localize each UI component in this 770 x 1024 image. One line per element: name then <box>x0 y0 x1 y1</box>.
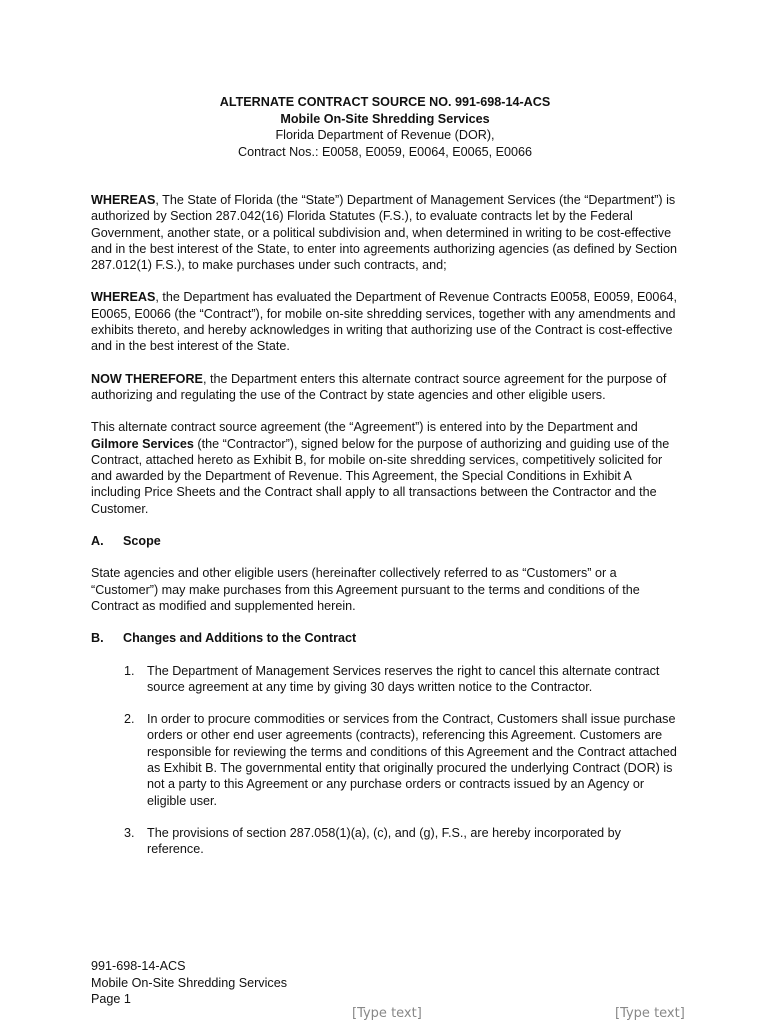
section-b-list <box>91 663 681 858</box>
list-item: 1. The Department of Management Services reserves the right to cancel this alternate contract source agreement at any time by giving 30 days written notice to the Contractor. <box>124 663 660 694</box>
list-item: 2. In order to procure commodities or services from the Contract, Customers shall issue purchase orders or other end user agreements (contracts), referencing this Agreement. Customers are responsible for reviewing the terms and conditions of this Agreement and the Contract attached as Exhibit B. The governmental entity that originally procured the underlying Contract (DOR) is not a party to this Agreement or any purchase orders or contracts issued by an Agency or eligible user. <box>124 712 677 808</box>
page-footer <box>91 958 287 1008</box>
document-header <box>0 94 770 160</box>
footer-placeholder-center[interactable]: [Type text] <box>352 1006 422 1021</box>
now-therefore-label: NOW THEREFORE <box>91 371 203 386</box>
section-a-text: State agencies and other eligible users (hereinafter collectively referred to as “Customers” or a “Customer”) may make purchases from this Agreement pursuant to the terms and conditions of the Contract as modified and supplemented herein. <box>91 566 640 613</box>
now-therefore-paragraph: NOW THEREFORE, the Department enters this alternate contract source agreement for the purpose of authorizing and regulating the use of the Contract by state agencies and other eligible users. <box>91 371 667 402</box>
document-body <box>91 192 681 874</box>
service-title: Mobile On-Site Shredding Services <box>280 111 490 126</box>
section-b-heading: B. Changes and Additions to the Contract <box>91 631 357 646</box>
whereas-label: WHEREAS <box>91 193 156 207</box>
whereas-paragraph-2: WHEREAS, the Department has evaluated the Department of Revenue Contracts E0058, E0059, E0064, E0065, E0066 (the “Contract”), for mobile on-site shredding services, together with any amendments and exhibits thereto, and hereby acknowledges in writing that authorizing use of the Contract is cost-effective and in the best interest of the State. <box>91 290 677 354</box>
contract-numbers-line: Contract Nos.: E0058, E0059, E0064, E0065, E0066 <box>237 144 533 159</box>
footer-contract-number: 991-698-14-ACS <box>91 959 186 973</box>
footer-service-name: Mobile On-Site Shredding Services <box>91 975 287 990</box>
contract-source-title: ALTERNATE CONTRACT SOURCE NO. 991-698-14-ACS <box>219 95 551 109</box>
contractor-name: Gilmore Services <box>91 436 194 451</box>
department-line: Florida Department of Revenue (DOR), <box>275 128 495 142</box>
footer-placeholder-right[interactable]: [Type text] <box>615 1006 685 1021</box>
agreement-paragraph: This alternate contract source agreement (the “Agreement”) is entered into by the Department and Gilmore Services (the “Contractor”), signed below for the purpose of authorizing and guiding use of the Contract, attached hereto as Exhibit B, for mobile on-site shredding services, competitively solicited for and awarded by the Department of Revenue. This Agreement, the Special Conditions in Exhibit A including Price Sheets and the Contract shall apply to all transactions between the Contractor and the Customer. <box>91 420 670 516</box>
section-a-heading: A. Scope <box>91 534 161 549</box>
whereas-paragraph-1: WHEREAS, The State of Florida (the “State”) Department of Management Services (the “Department”) is authorized by Section 287.042(16) Florida Statutes (F.S.), to evaluate contracts let by the Federal Government, another state, or a political subdivision and, when determined in writing to be cost-effective and in the best interest of the State, to enter into agreements authorizing agencies (as defined by Section 287.012(1) F.S.), to make purchases under such contracts, and; <box>91 193 677 273</box>
footer-page-number: Page 1 <box>91 992 131 1006</box>
list-item: 3. The provisions of section 287.058(1)(a), (c), and (g), F.S., are hereby incorporated by reference. <box>124 825 621 857</box>
whereas-label: WHEREAS <box>91 290 156 305</box>
